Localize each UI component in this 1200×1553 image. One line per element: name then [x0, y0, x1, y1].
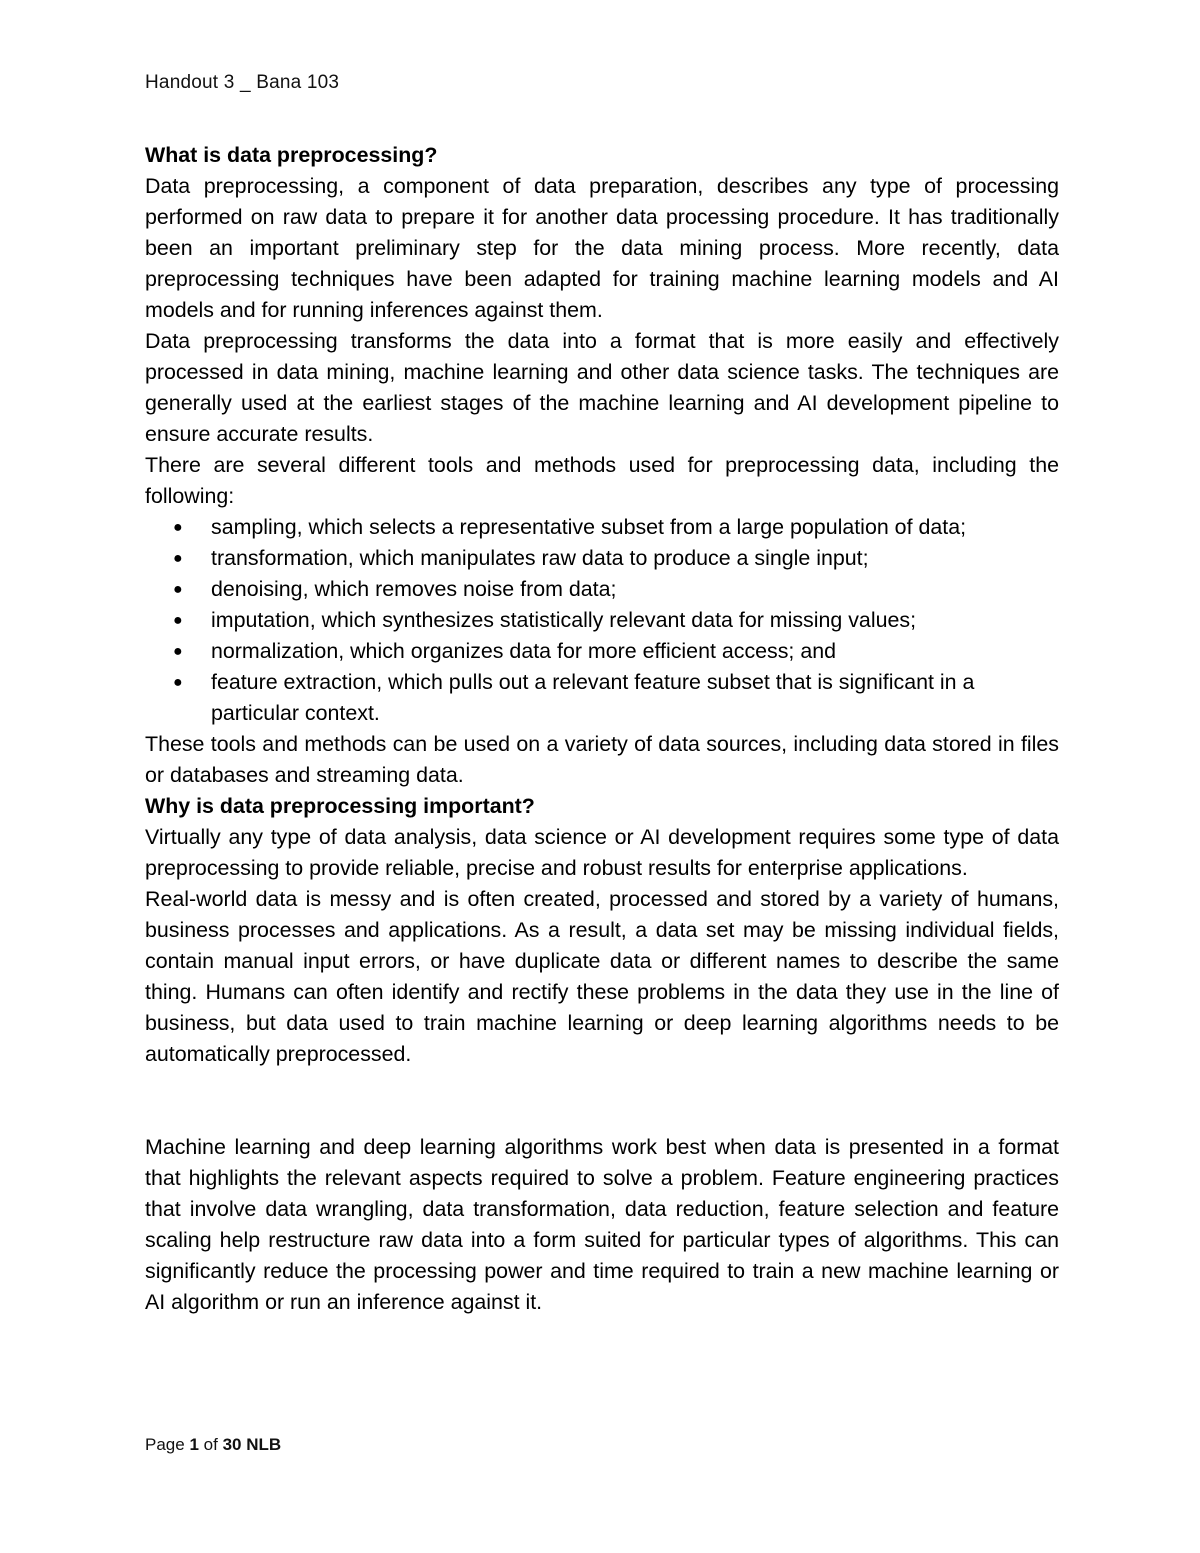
page-footer	[145, 1435, 281, 1455]
bullet-icon: ●	[173, 643, 183, 660]
of-label: of	[203, 1435, 218, 1454]
list-item	[145, 574, 1059, 605]
paragraph: Virtually any type of data analysis, data science or AI development requires some type of data preprocessing to provide reliable, precise and robust results for enterprise applications.	[145, 825, 1059, 880]
bullet-icon: ●	[173, 519, 183, 536]
list-item	[145, 605, 1059, 636]
page-number: 1	[189, 1435, 199, 1454]
document-body	[145, 140, 1059, 1318]
list-item-text: feature extraction, which pulls out a relevant feature subset that is significant in a particular context.	[211, 670, 975, 725]
paragraph: Real-world data is messy and is often created, processed and stored by a variety of humans, business processes and applications. As a result, a data set may be missing individual fields, contain manual input errors, or have duplicate data or different names to describe the same thing. Humans can often identify and rectify these problems in the data they use in the line of business, but data used to train machine learning or deep learning algorithms needs to be automatically preprocessed.	[145, 887, 1059, 1066]
section-heading-what-is: What is data preprocessing?	[145, 143, 438, 167]
list-item	[145, 636, 1059, 667]
paragraph: Data preprocessing transforms the data into a format that is more easily and effectively processed in data mining, machine learning and other data science tasks. The techniques are generally used at the earliest stages of the machine learning and AI development pipeline to ensure accurate results.	[145, 329, 1059, 446]
header-text: Handout 3 _ Bana 103	[145, 72, 340, 93]
list-item-text: transformation, which manipulates raw data to produce a single input;	[211, 546, 869, 570]
list-item-text: sampling, which selects a representative subset from a large population of data;	[211, 515, 967, 539]
author-initials: NLB	[246, 1435, 282, 1454]
list-item	[145, 512, 1059, 543]
list-item	[145, 543, 1059, 574]
document-header	[145, 72, 339, 94]
paragraph: Machine learning and deep learning algorithms work best when data is presented in a format that highlights the relevant aspects required to solve a problem. Feature engineering practices that involve data wrangling, data transformation, data reduction, feature selection and feature scaling help restructure raw data into a form suited for particular types of algorithms. This can significantly reduce the processing power and time required to train a new machine learning or AI algorithm or run an inference against it.	[145, 1135, 1059, 1314]
list-item-text: imputation, which synthesizes statistically relevant data for missing values;	[211, 608, 917, 632]
section-heading-why-important: Why is data preprocessing important?	[145, 794, 535, 818]
list-item-text: denoising, which removes noise from data;	[211, 577, 617, 601]
bullet-icon: ●	[173, 581, 183, 598]
page-label: Page	[145, 1435, 185, 1454]
bullet-icon: ●	[173, 612, 183, 629]
list-item-text: normalization, which organizes data for more efficient access; and	[211, 639, 837, 663]
paragraph: Data preprocessing, a component of data preparation, describes any type of processing performed on raw data to prepare it for another data processing procedure. It has traditionally been an important preliminary step for the data mining process. More recently, data preprocessing techniques have been adapted for training machine learning models and AI models and for running inferences against them.	[145, 174, 1059, 322]
bullet-icon: ●	[173, 550, 183, 567]
paragraph: There are several different tools and methods used for preprocessing data, including the following:	[145, 453, 1059, 508]
blank-space	[145, 1070, 1059, 1132]
list-item	[145, 667, 1059, 729]
bullet-icon: ●	[173, 674, 183, 691]
total-pages: 30	[222, 1435, 242, 1454]
paragraph: These tools and methods can be used on a variety of data sources, including data stored in files or databases and streaming data.	[145, 732, 1059, 787]
methods-list	[145, 512, 1059, 729]
